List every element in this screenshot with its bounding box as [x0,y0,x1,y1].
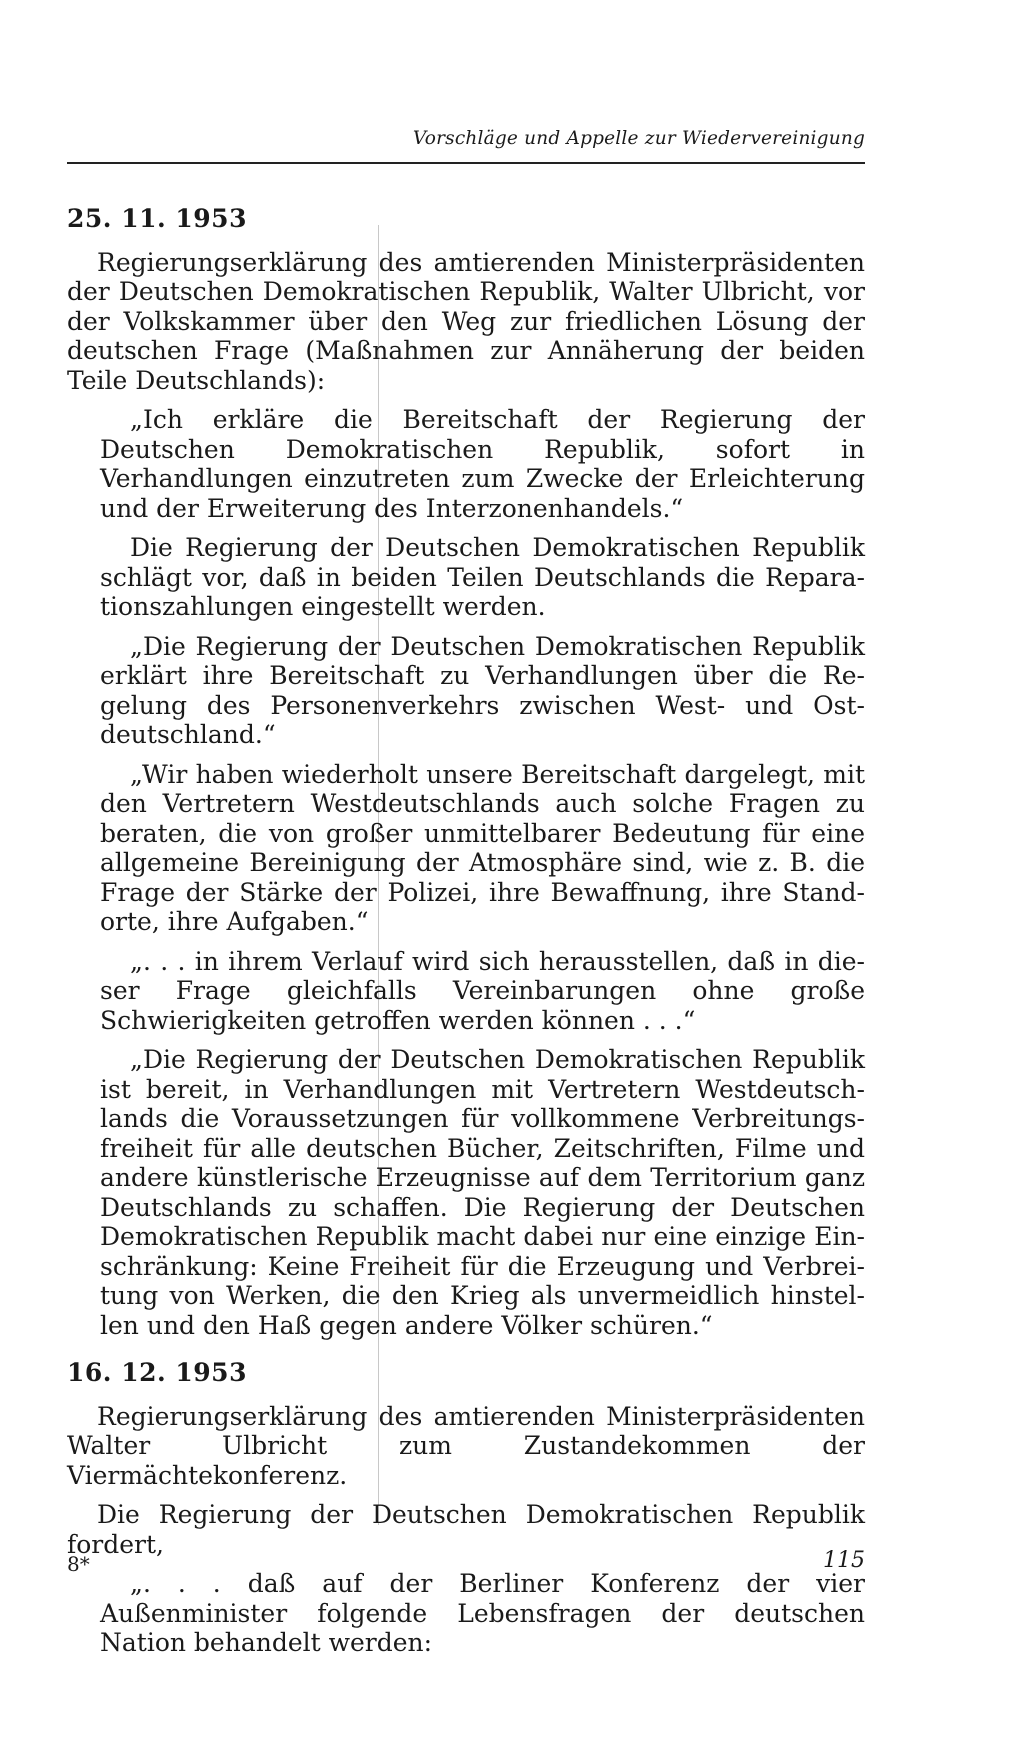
quote-paragraph: „Die Regierung der Deutschen Demokratischen Republik erklärt ihre Bereitschaft zu Verhandlungen über die Regelung des Personenverkehrs zwischen West- und Ostdeutschland.“ [100,631,865,749]
date-heading: 16. 12. 1953 [67,1358,247,1387]
quote-paragraph: „Ich erkläre die Bereitschaft der Regierung der Deutschen Demokratischen Republik, sofort in Verhandlungen einzutreten zum Zwecke der Erleichterung und der Erweiterung des Interzonenhandels.“ [100,405,865,523]
statement-paragraph: Die Regierung der Deutschen Demokratischen Republik schlägt vor, daß in beiden Teilen Deutschlands die Reparationszahlungen eingestellt werden. [100,533,865,621]
section-1953-12-16 [67,1358,865,1658]
quote-paragraph: „Wir haben wiederholt unsere Bereitschaft dargelegt, mit den Vertretern Westdeutschlands auch solche Fragen zu beraten, die von großer unmittelbarer Bedeutung für eine allgemeine Bereinigung der Atmosphäre sind, wie z. B. die Frage der Stärke der Polizei, ihre Bewaffnung, ihre Standorte, ihre Aufgaben.“ [100,759,865,936]
page-content [67,204,865,1668]
signature-mark: 8* [67,1552,90,1576]
statement-paragraph: Die Regierung der Deutschen Demokratischen Republik fordert, [67,1500,865,1559]
date-heading: 25. 11. 1953 [67,204,247,233]
header-rule [67,162,865,164]
quote-paragraph: „. . . daß auf der Berliner Konferenz der vier Außenminister folgende Lebensfragen der deutschen Nation behandelt werden: [100,1569,865,1657]
page-number: 115 [823,1548,865,1573]
section-intro: Regierungserklärung des amtierenden Ministerpräsidenten Walter Ulbricht zum Zustandekommen der Viermächtekonferenz. [67,1401,865,1490]
quote-paragraph: „Die Regierung der Deutschen Demokratischen Republik ist bereit, in Verhandlungen mit Vertretern Westdeutschlands die Voraussetzungen für vollkommene Verbreitungsfreiheit für alle deutschen Bücher, Zeitschriften, Filme und andere künstlerische Erzeugnisse auf dem Territorium ganz Deutschlands zu schaffen. Die Regierung der Deutschen Demokratischen Republik macht dabei nur eine einzige Einschränkung: Keine Freiheit für die Erzeugung und Verbreitung von Werken, die den Krieg als unvermeidlich hinstellen und den Haß gegen andere Völker schüren.“ [100,1045,865,1340]
quote-paragraph: „. . . in ihrem Verlauf wird sich herausstellen, daß in dieser Frage gleichfalls Vereinbarungen ohne große Schwierigkeiten getroffen werden können . . .“ [100,946,865,1035]
section-1953-11-25 [67,204,865,1340]
running-header: Vorschläge und Appelle zur Wiedervereinigung [412,128,865,149]
section-intro: Regierungserklärung des amtierenden Ministerpräsidenten der Deutschen Demokratischen Republik, Walter Ulbricht, vor der Volkskammer über den Weg zur friedlichen Lösung der deutschen Frage (Maßnahmen zur Annäherung der beiden Teile Deutschlands): [67,247,865,395]
